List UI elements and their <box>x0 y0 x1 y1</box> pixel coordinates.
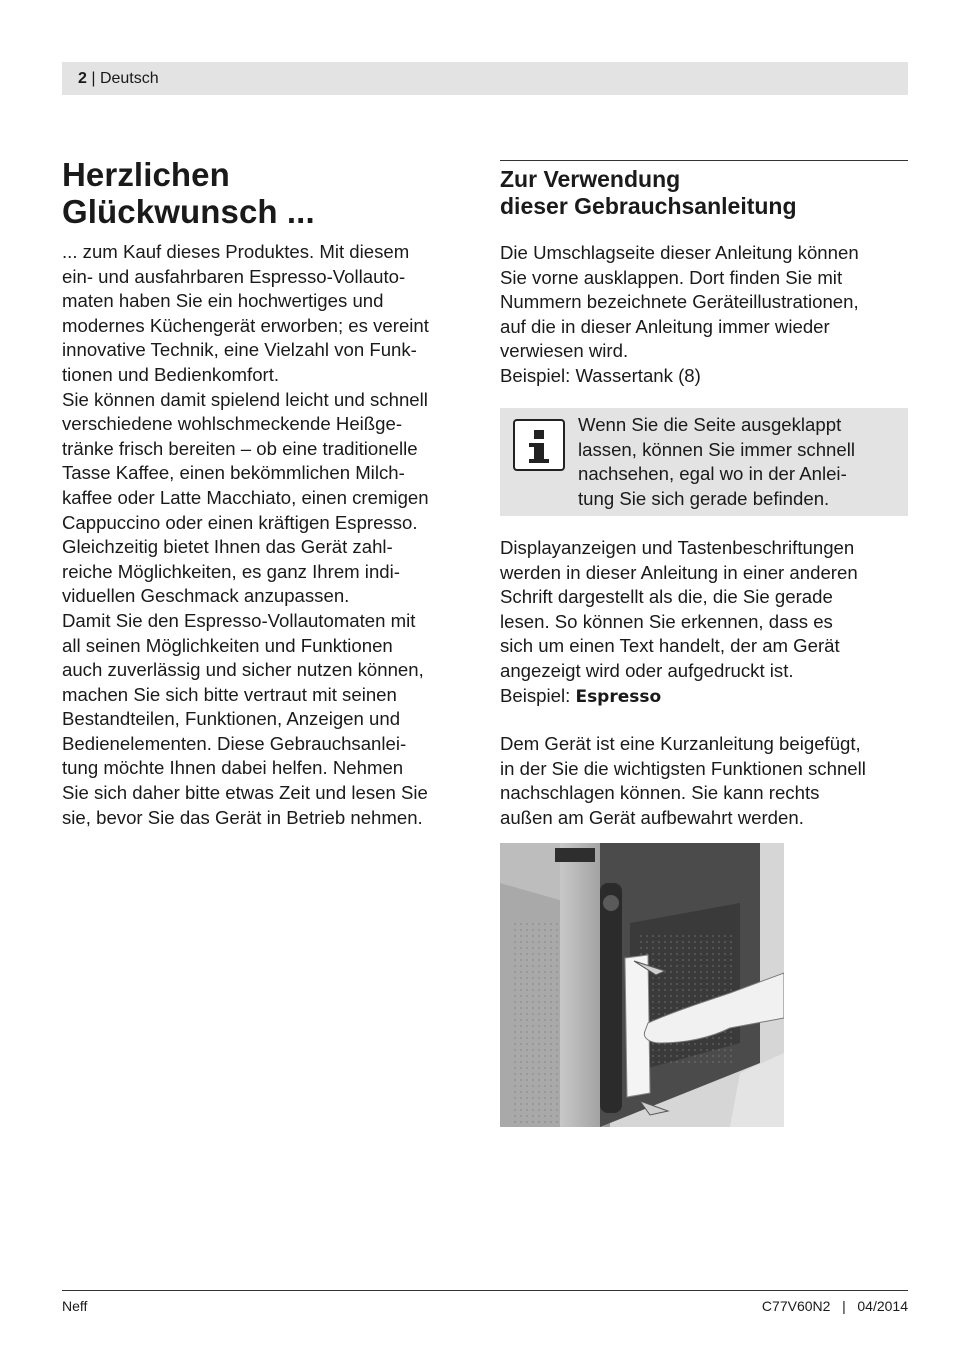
text-line: lassen, können Sie immer schnell <box>578 438 855 460</box>
quick-guide-illustration <box>500 843 784 1127</box>
quick-guide-paragraph <box>500 732 908 830</box>
text-line: tionen und Bedienkomfort. <box>62 363 280 385</box>
footer-model-date: C77V60N2 | 04/2014 <box>761 1298 908 1314</box>
header-language: Deutsch <box>99 70 159 87</box>
text-line: ein- und ausfahrbaren Espresso-Vollauto- <box>62 265 406 287</box>
text-line: Sie vorne ausklappen. Dort finden Sie mit <box>500 266 843 288</box>
section-title-line: dieser Gebrauchsanleitung <box>500 193 797 219</box>
text-line: Dem Gerät ist eine Kurzanleitung beigefügt, <box>500 733 861 754</box>
text-line: modernes Küchengerät erworben; es vereint <box>62 314 429 336</box>
text-line: auch zuverlässig und sicher nutzen können, <box>62 659 424 681</box>
info-text <box>578 413 900 511</box>
text-line: Bestandteilen, Funktionen, Anzeigen und <box>62 708 401 730</box>
text-line: ... zum Kauf dieses Produktes. Mit diesem <box>62 241 410 262</box>
text-line: Die Umschlagseite dieser Anleitung können <box>500 242 859 263</box>
section-title <box>500 166 908 220</box>
text-line: außen am Gerät aufbewahrt werden. <box>500 806 804 828</box>
text-line: Gleichzeitig bietet Ihnen das Gerät zahl- <box>62 536 393 558</box>
example-line <box>500 684 908 710</box>
text-line: Damit Sie den Espresso-Vollautomaten mit <box>62 609 416 631</box>
example-prefix: Beispiel: <box>500 684 576 706</box>
text-line: tung möchte Ihnen dabei helfen. Nehmen <box>62 757 404 779</box>
text-line: tränke frisch bereiten – ob eine traditionelle <box>62 437 418 459</box>
text-line: tung Sie sich gerade befinden. <box>578 487 830 509</box>
display-font-paragraph <box>500 536 908 709</box>
text-line: lesen. So können Sie erkennen, dass es <box>500 610 833 632</box>
main-title <box>62 156 474 230</box>
right-column <box>500 166 908 389</box>
text-line: Sie können damit spielend leicht und schnell <box>62 388 428 410</box>
page-header-bar <box>62 62 908 95</box>
text-line: verwiesen wird. <box>500 340 629 362</box>
section-title-line: Zur Verwendung <box>500 166 681 192</box>
text-line: Beispiel: Wassertank (8) <box>500 364 701 386</box>
text-line: sich um einen Text handelt, der am Gerät <box>500 635 840 657</box>
text-line: Nummern bezeichnete Geräteillustrationen, <box>500 291 859 313</box>
text-line: sie, bevor Sie das Gerät in Betrieb nehmen. <box>62 806 423 828</box>
info-box <box>500 408 908 516</box>
text-line: nachsehen, egal wo in der Anlei- <box>578 463 847 485</box>
text-line: viduellen Geschmack anzupassen. <box>62 585 350 607</box>
text-line: angezeigt wird oder aufgedruckt ist. <box>500 659 794 681</box>
text-line: Bedienelementen. Diese Gebrauchsanlei- <box>62 732 407 754</box>
usage-paragraph <box>500 241 908 389</box>
text-line: verschiedene wohlschmeckende Heißge- <box>62 413 403 435</box>
section-divider <box>500 160 908 161</box>
text-line: maten haben Sie ein hochwertiges und <box>62 290 384 312</box>
footer-brand: Neff <box>62 1298 88 1314</box>
text-line: Cappuccino oder einen kräftigen Espresso. <box>62 511 418 533</box>
left-column <box>62 156 474 830</box>
text-line: Displayanzeigen und Tastenbeschriftungen <box>500 537 855 558</box>
text-line: reiche Möglichkeiten, es ganz Ihrem indi- <box>62 560 400 582</box>
text-line: Schrift dargestellt als die, die Sie gerade <box>500 586 833 608</box>
intro-body <box>62 240 474 830</box>
main-title-line: Herzlichen <box>62 156 230 193</box>
text-line: all seinen Möglichkeiten und Funktionen <box>62 634 393 656</box>
text-line: auf die in dieser Anleitung immer wieder <box>500 315 830 337</box>
page-header <box>78 69 159 89</box>
text-line: werden in dieser Anleitung in einer anderen <box>500 561 858 583</box>
text-line: innovative Technik, eine Vielzahl von Funk- <box>62 339 417 361</box>
example-display-text: Espresso <box>575 686 662 707</box>
text-line: machen Sie sich bitte vertraut mit seinen <box>62 683 397 705</box>
header-separator: | <box>86 70 100 87</box>
text-line: nachschlagen können. Sie kann rechts <box>500 782 820 804</box>
text-line: kaffee oder Latte Macchiato, einen cremigen <box>62 486 429 508</box>
page-number: 2 <box>78 70 87 87</box>
text-line: Tasse Kaffee, einen bekömmlichen Milch- <box>62 462 405 484</box>
info-icon <box>513 419 565 471</box>
text-line: in der Sie die wichtigsten Funktionen schnell <box>500 757 866 779</box>
text-line: Wenn Sie die Seite ausgeklappt <box>578 414 842 435</box>
text-line: Sie sich daher bitte etwas Zeit und lesen Sie <box>62 782 428 804</box>
footer-divider <box>62 1290 908 1291</box>
main-title-line: Glückwunsch ... <box>62 193 315 230</box>
